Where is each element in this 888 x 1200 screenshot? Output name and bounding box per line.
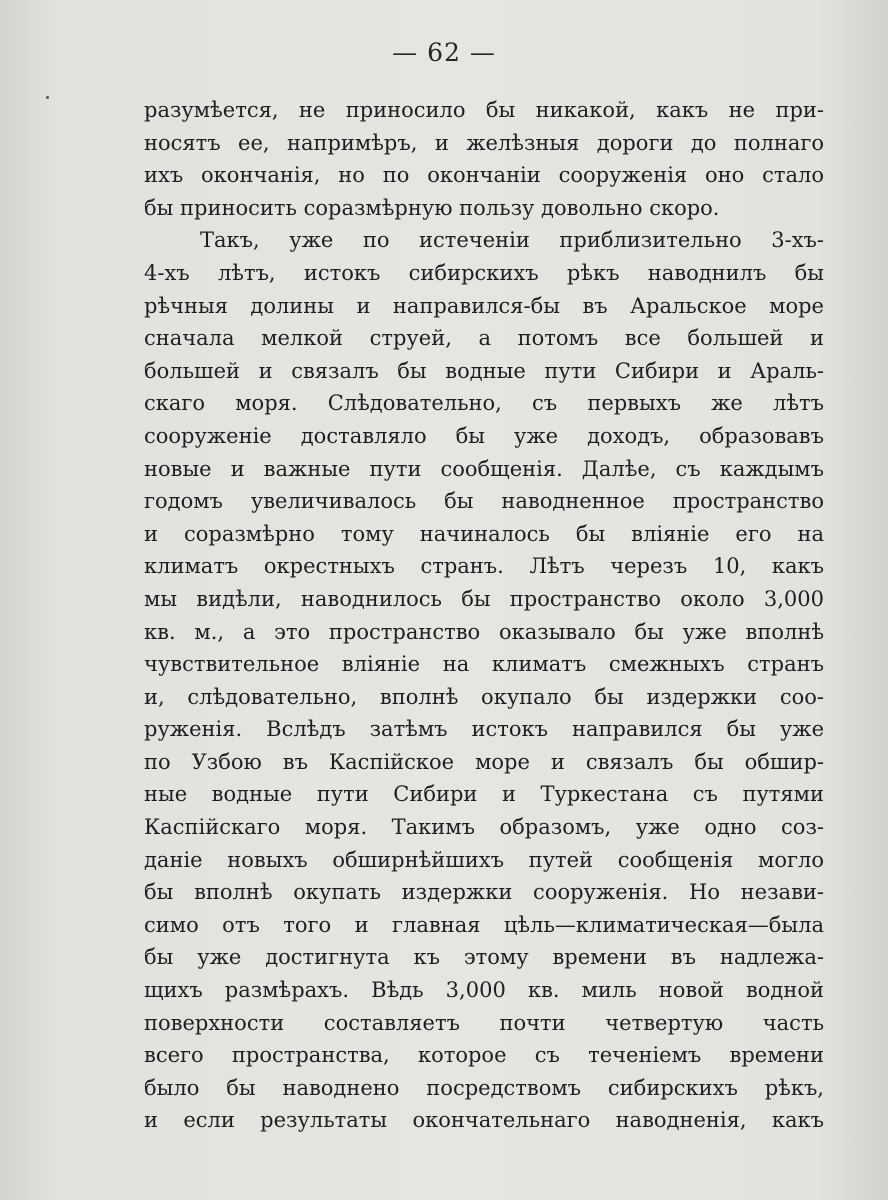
text-line: руженія. Вслѣдъ затѣмъ истокъ направился бы уже: [144, 717, 824, 742]
text-line: бы уже достигнута къ этому времени въ надлежа-: [144, 945, 824, 970]
text-line: Каспійскаго моря. Такимъ образомъ, уже одно соз-: [144, 815, 824, 840]
text-line: всего пространства, которое съ теченіемъ времени: [144, 1043, 824, 1068]
text-line: и если результаты окончательнаго наводненія, какъ: [144, 1108, 824, 1133]
text-line: разумѣется, не приносило бы никакой, какъ не при-: [144, 98, 824, 122]
text-line: бы приносить соразмѣрную пользу довольно скоро.: [144, 195, 720, 220]
text-line: было бы наводнено посредствомъ сибирскихъ рѣкъ,: [144, 1075, 824, 1100]
text-line: сначала мелкой струей, а потомъ все большей и: [144, 326, 824, 351]
body-text: [144, 94, 824, 1137]
text-line: Такъ, уже по истеченіи приблизительно 3-хъ-: [200, 228, 824, 253]
text-line: ихъ окончанія, но по окончаніи сооруженія оно стало: [144, 163, 824, 188]
text-line: по Узбою въ Каспійское море и связалъ бы обшир-: [144, 749, 824, 774]
print-speck: [46, 96, 49, 99]
text-line: кв. м., а это пространство оказывало бы уже вполнѣ: [144, 619, 824, 644]
text-line: ные водные пути Сибири и Туркестана съ путями: [144, 782, 824, 807]
text-line: годомъ увеличивалось бы наводненное пространство: [144, 489, 824, 514]
text-line: и соразмѣрно тому начиналось бы вліяніе его на: [144, 521, 824, 546]
text-line: большей и связалъ бы водные пути Сибири и Араль-: [144, 358, 824, 383]
text-line: сооруженіе доставляло бы уже доходъ, образовавъ: [144, 423, 824, 448]
text-line: новые и важные пути сообщенія. Далѣе, съ каждымъ: [144, 456, 824, 481]
text-line: щихъ размѣрахъ. Вѣдь 3,000 кв. миль новой водной: [144, 978, 824, 1003]
text-line: климатъ окрестныхъ странъ. Лѣтъ черезъ 10, какъ: [144, 554, 824, 579]
page-number: — 62 —: [392, 38, 496, 67]
text-line: поверхности составляетъ почти четвертую часть: [144, 1010, 824, 1035]
text-line: и, слѣдовательно, вполнѣ окупало бы издержки соо-: [144, 684, 824, 709]
text-line: симо отъ того и главная цѣль—климатическая—была: [144, 912, 824, 937]
text-line: 4-хъ лѣтъ, истокъ сибирскихъ рѣкъ наводнилъ бы: [144, 260, 824, 285]
text-line: скаго моря. Слѣдовательно, съ первыхъ же лѣтъ: [144, 391, 824, 416]
text-line: бы вполнѣ окупать издержки сооруженія. Но незави-: [144, 880, 824, 905]
text-line: чувствительное вліяніе на климатъ смежныхъ странъ: [144, 652, 824, 677]
text-line: рѣчныя долины и направился-бы въ Аральское море: [144, 293, 824, 318]
text-line: даніе новыхъ обширнѣйшихъ путей сообщенія могло: [144, 847, 824, 872]
text-line: мы видѣли, наводнилось бы пространство около 3,000: [144, 586, 824, 611]
text-line: носятъ ее, напримѣръ, и желѣзныя дороги до полнаго: [144, 130, 824, 155]
